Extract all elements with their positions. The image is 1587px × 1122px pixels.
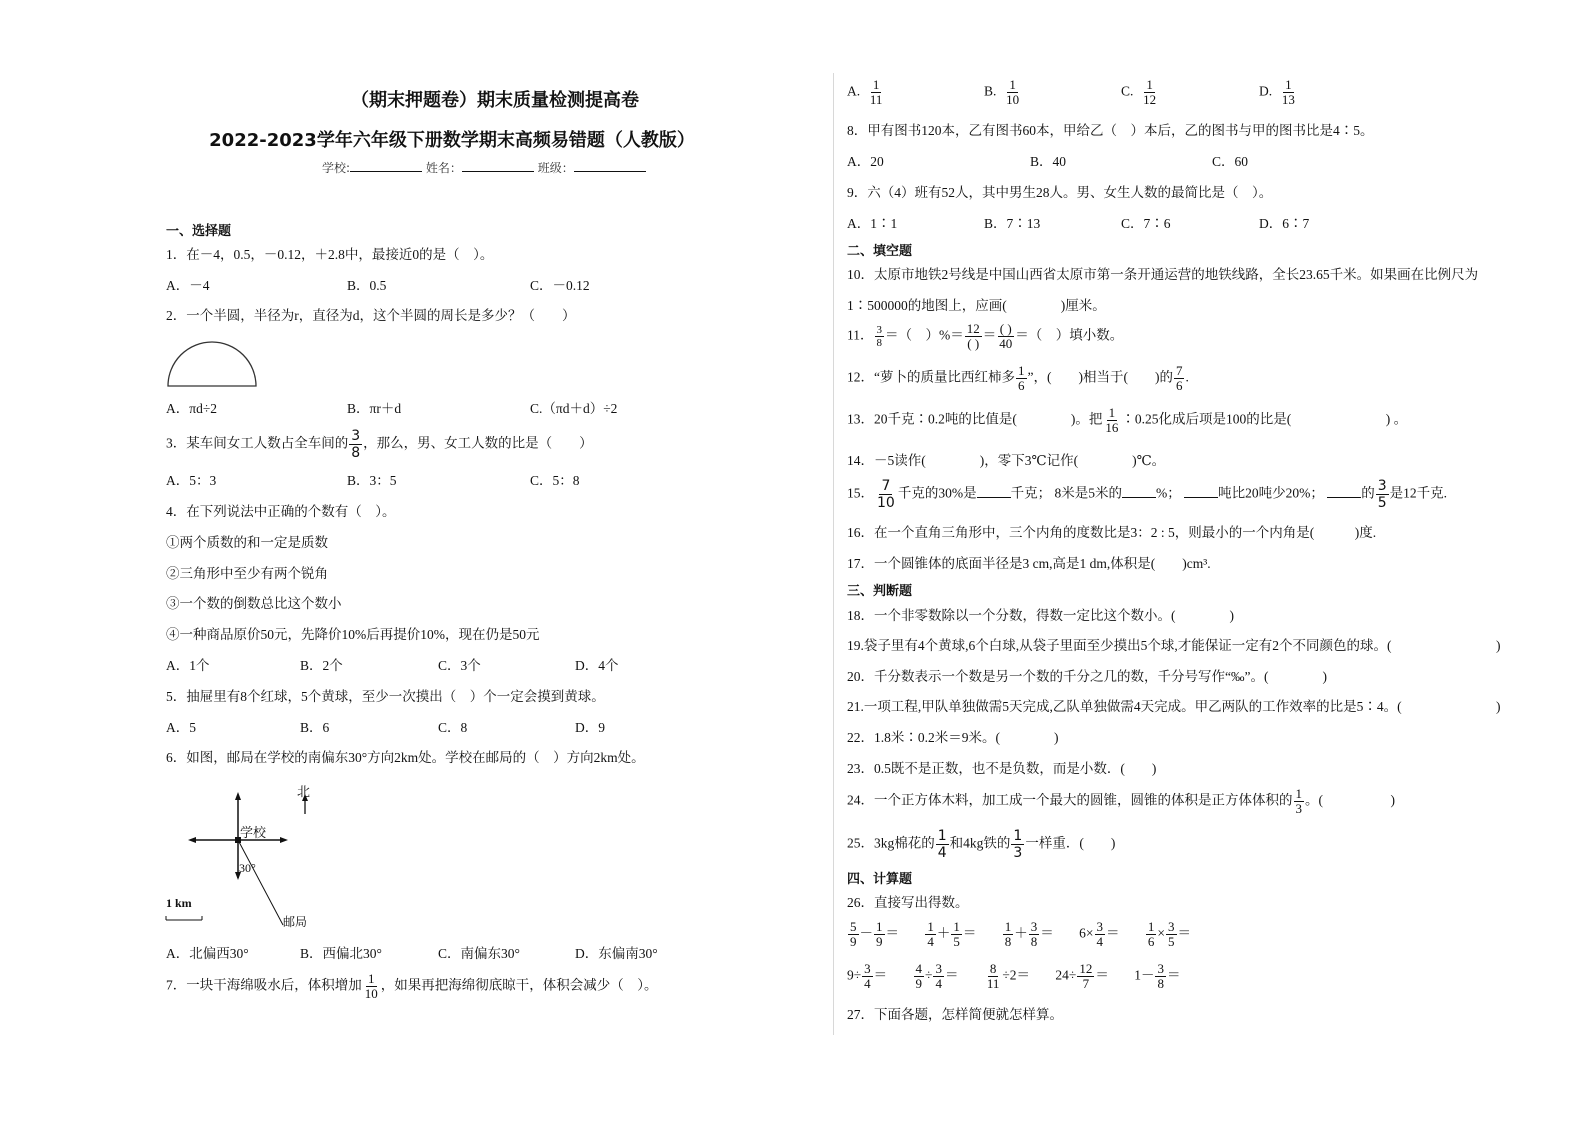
semicircle-figure <box>166 340 258 388</box>
q15-blank-2[interactable] <box>1122 485 1156 498</box>
q6-option-a: A．北偏西30° <box>166 946 249 961</box>
q19-close-paren: ) <box>1496 638 1501 653</box>
name-label: 姓名： <box>425 161 462 175</box>
question-2: 2．一个半圆，半径为r，直径为d，这个半圆的周长是多少？（ ） <box>166 308 576 323</box>
q7-option-c: C. $\frac{1}{12}$ <box>1121 77 1157 107</box>
q7-option-a: A. $\frac{1}{11}$ <box>847 77 883 107</box>
question-3: 3．某车间女工人数占全车间的 $\frac{3}{8}$ ，那么，男、女工人数的比是（ ） <box>166 428 593 461</box>
q15-blank-1[interactable] <box>977 485 1011 498</box>
calc-expr: $\frac{1}{8}$ ＋ $\frac{3}{8}$ ＝ <box>1004 919 1054 949</box>
question-10-line2: 1∶500000的地图上，应画( )厘米。 <box>847 298 1106 313</box>
student-info <box>322 159 646 176</box>
scale-label: 1 km <box>166 896 192 910</box>
q4-statement-3: ③一个数的倒数总比这个数小 <box>166 596 342 611</box>
q5-option-b: B．6 <box>300 720 330 735</box>
calc-expr: 24÷ $\frac{12}{7}$ ＝ <box>1055 961 1109 991</box>
question-24: 24．一个正方体木料，加工成一个最大的圆锥，圆锥的体积是正方体体积的 $\frac{1}{3}$ 。( ) <box>847 786 1395 816</box>
question-25: 25．3kg棉花的 $\frac{1}{4}$ 和4kg铁的 $\frac{1}{3}$ 一样重．( ) <box>847 828 1116 861</box>
q1-option-c: C．－0.12 <box>530 278 590 293</box>
question-13: 13．20千克∶0.2吨的比值是( )。把 $\frac{1}{16}$ ∶0.25化成后项是100的比是( ) 。 <box>847 405 1408 435</box>
question-14: 14．－5读作( )，零下3℃记作( )℃。 <box>847 453 1166 468</box>
q8-option-c: C．60 <box>1212 154 1249 169</box>
q7-option-b: B. $\frac{1}{10}$ <box>984 77 1020 107</box>
section-heading-fill: 二、填空题 <box>847 244 913 259</box>
q9-option-a: A．1∶1 <box>847 216 898 231</box>
q2-option-b: B．πr＋d <box>347 401 402 416</box>
question-12: 12．“萝卜的质量比西红柿多 $\frac{1}{6}$ ”，( )相当于( )的 $\frac{7}{6}$ . <box>847 363 1189 393</box>
q15-blank-4[interactable] <box>1327 485 1361 498</box>
q2-option-c: C.（πd＋d）÷2 <box>530 401 618 416</box>
class-label: 班级： <box>537 161 574 175</box>
calc-row-2 <box>847 962 1202 991</box>
question-22: 22．1.8米∶0.2米＝9米。( ) <box>847 730 1059 745</box>
calc-expr: $\frac{1}{6}$ × $\frac{3}{5}$ ＝ <box>1147 919 1191 949</box>
q2-option-a: A．πd÷2 <box>166 401 217 416</box>
q4-option-d: D．4个 <box>575 658 619 673</box>
post-office-label: 邮局 <box>283 915 308 929</box>
q1-option-a: A．－4 <box>166 278 210 293</box>
q9-option-c: C．7∶6 <box>1121 216 1171 231</box>
question-1: 1．在－4，0.5，－0.12，＋2.8中，最接近0的是（ ）。 <box>166 247 494 262</box>
q6-option-c: C．南偏东30° <box>438 946 520 961</box>
column-divider <box>833 73 834 1035</box>
calc-row-1 <box>847 920 1213 949</box>
section-heading-judge: 三、判断题 <box>847 584 913 599</box>
calc-expr: $\frac{5}{9}$ － $\frac{1}{9}$ ＝ <box>850 919 899 949</box>
question-17: 17．一个圆锥体的底面半径是3 cm,高是1 dm,体积是( )cm³. <box>847 556 1211 571</box>
question-10-line1: 10．太原市地铁2号线是中国山西省太原市第一条开通运营的地铁线路，全长23.65千米。如果画在比例尺为 <box>847 267 1479 282</box>
question-16: 16．在一个直角三角形中，三个内角的度数比是3：2 : 5，则最小的一个内角是( )度. <box>847 525 1377 540</box>
question-27: 27．下面各题，怎样简便就怎样算。 <box>847 1007 1063 1022</box>
question-7: 7．一块干海绵吸水后，体积增加 $\frac{1}{10}$ ，如果再把海绵彻底晾干，体积会减少（ ）。 <box>166 971 658 1001</box>
school-label: 学校 <box>240 826 267 841</box>
q4-option-c: C．3个 <box>438 658 481 673</box>
question-23: 23．0.5既不是正数，也不是负数，而是小数．( ) <box>847 761 1157 776</box>
q4-option-a: A．1个 <box>166 658 210 673</box>
section-heading-calc: 四、计算题 <box>847 872 913 887</box>
doc-title-2: 2022-2023学年六年级下册数学期末高频易错题（人教版） <box>209 130 695 151</box>
question-5: 5．抽屉里有8个红球，5个黄球，至少一次摸出（ ）个一定会摸到黄球。 <box>166 689 605 704</box>
school-field[interactable] <box>350 159 422 172</box>
question-15: 15． $\frac{7}{10}$ 千克的30%是 千克； 8米是5米的 %； 吨比20吨少20%； 的 $\frac{3}{5}$ 是12千克. <box>847 478 1447 511</box>
calc-expr: $\frac{8}{11}$ ÷2＝ <box>986 961 1031 991</box>
question-6: 6．如图，邮局在学校的南偏东30°方向2km处。学校在邮局的（ ）方向2km处。 <box>166 750 645 765</box>
calc-expr: 9÷ $\frac{3}{4}$ ＝ <box>847 961 888 991</box>
q5-option-a: A．5 <box>166 720 196 735</box>
question-18: 18．一个非零数除以一个分数，得数一定比这个数小。( ) <box>847 608 1234 623</box>
q6-option-b: B．西偏北30° <box>300 946 382 961</box>
name-field[interactable] <box>462 159 534 172</box>
q9-option-b: B．7∶13 <box>984 216 1041 231</box>
school-label: 学校: <box>322 161 351 175</box>
q1-option-b: B．0.5 <box>347 278 387 293</box>
q3-option-a: A．5：3 <box>166 473 217 488</box>
q8-option-a: A．20 <box>847 154 884 169</box>
calc-expr: $\frac{4}{9}$ ÷ $\frac{3}{4}$ ＝ <box>915 961 959 991</box>
q4-statement-2: ②三角形中至少有两个锐角 <box>166 566 328 581</box>
direction-diagram <box>160 780 360 930</box>
angle-label: 30° <box>239 861 256 875</box>
north-label: 北 <box>297 784 311 799</box>
question-26: 26．直接写出得数。 <box>847 895 969 910</box>
q3-option-b: B．3：5 <box>347 473 397 488</box>
q7-option-d: D. $\frac{1}{13}$ <box>1259 77 1295 107</box>
q5-option-c: C．8 <box>438 720 468 735</box>
section-heading-choice: 一、选择题 <box>166 224 232 239</box>
calc-expr: 1－ $\frac{3}{8}$ ＝ <box>1134 961 1181 991</box>
q5-option-d: D．9 <box>575 720 605 735</box>
question-8: 8．甲有图书120本，乙有图书60本，甲给乙（ ）本后，乙的图书与甲的图书比是4∶5。 <box>847 123 1374 138</box>
q4-option-b: B．2个 <box>300 658 343 673</box>
calc-expr: 6× $\frac{3}{4}$ ＝ <box>1079 919 1120 949</box>
q4-statement-1: ①两个质数的和一定是质数 <box>166 535 328 550</box>
question-4: 4．在下列说法中正确的个数有（ ）。 <box>166 504 396 519</box>
q6-option-d: D．东偏南30° <box>575 946 658 961</box>
q21-close-paren: ) <box>1496 699 1501 714</box>
question-21: 21.一项工程,甲队单独做需5天完成,乙队单独做需4天完成。甲乙两队的工作效率的比是5∶4。( <box>847 699 1402 714</box>
question-9: 9．六（4）班有52人，其中男生28人。男、女生人数的最简比是（ ）。 <box>847 185 1273 200</box>
doc-title-1: （期末押题卷）期末质量检测提高卷 <box>351 90 639 111</box>
q3-option-c: C．5：8 <box>530 473 580 488</box>
q15-blank-3[interactable] <box>1184 485 1218 498</box>
question-11: 11． $\frac{3}{8}$ ＝（ ）%＝ $\frac{12}{( )}$ ＝ $\frac{( )}{40}$ ＝（ ）填小数。 <box>847 321 1124 351</box>
q8-option-b: B．40 <box>1030 154 1067 169</box>
question-19: 19.袋子里有4个黄球,6个白球,从袋子里面至少摸出5个球,才能保证一定有2个不同颜色的球。( <box>847 638 1392 653</box>
q9-option-d: D．6∶7 <box>1259 216 1310 231</box>
q4-statement-4: ④一种商品原价50元，先降价10%后再提价10%，现在仍是50元 <box>166 627 540 642</box>
question-20: 20．千分数表示一个数是另一个数的千分之几的数，千分号写作“‰”。( ) <box>847 669 1327 684</box>
class-field[interactable] <box>574 159 646 172</box>
calc-expr: $\frac{1}{4}$ ＋ $\frac{1}{5}$ ＝ <box>927 919 977 949</box>
